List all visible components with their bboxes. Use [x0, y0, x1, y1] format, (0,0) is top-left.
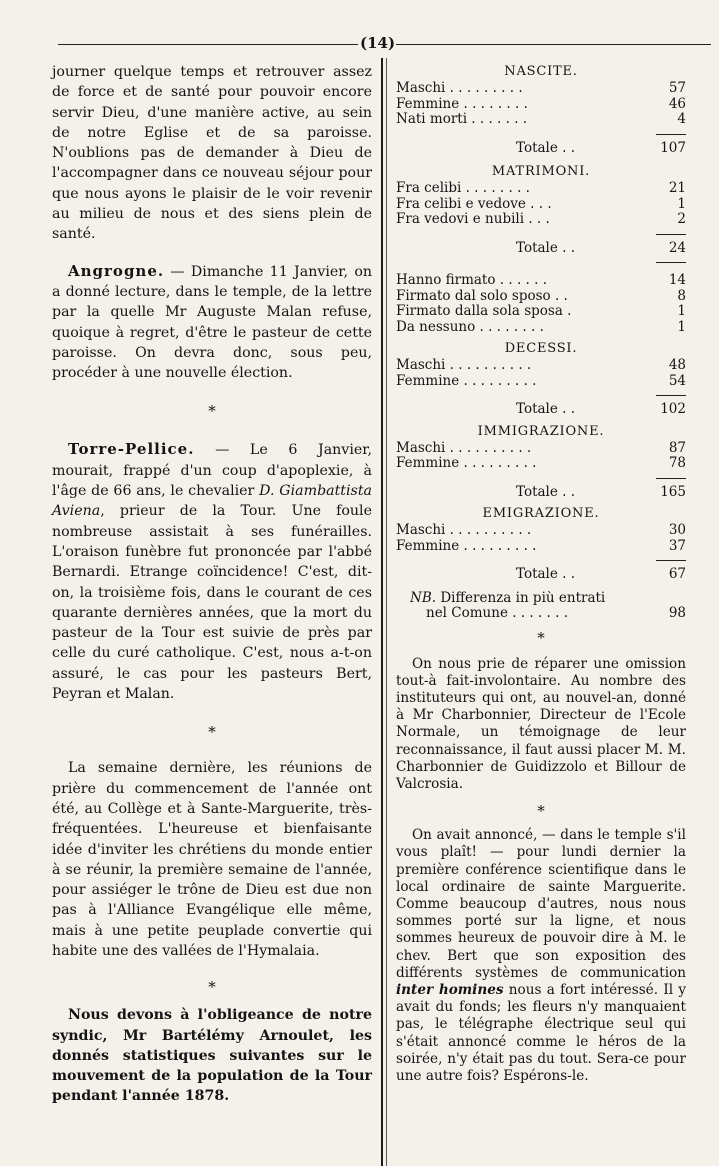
stat-total-row: Totale . . 165 [516, 483, 686, 500]
section-title-matrimoni: MATRIMONI. [491, 164, 591, 179]
right-column [396, 62, 686, 1085]
torre-text-a: — Le 6 Janvier, mourait, frappé d'un coup d'apoplexie, à l'âge de 66 ans, le chevalier [52, 442, 372, 500]
stat-row: Fra celibi . . . . . . . . 21 [396, 180, 686, 196]
stat-row: Nati morti . . . . . . . 4 [396, 111, 686, 127]
separator-star: * [208, 978, 216, 997]
separator-star: * [537, 628, 545, 647]
nb-line-2: nel Comune . . . . . . . 98 [426, 605, 686, 621]
separator-star: * [208, 723, 216, 742]
paragraph-prayer-week: La semaine dernière, les réunions de prière du commencement de l'année ont été, au Collège et à Sante-Marguerite, très-fréquentées. L'heureuse et bienfaisante idée d'inviter les chrétiens du monde entier à se réunir, la première semaine de l'année, pour assiéger le trône de Dieu est due non pas à l'Alliance Evangélique elle même, mais à une petite peuplade convertie qui habite une des vallées de l'Hymalaia. [52, 760, 372, 959]
place-heading-torre-pellice: Torre-Pellice. [68, 440, 195, 459]
total-rule [656, 478, 686, 479]
section-title-nascite: NASCITE. [504, 64, 578, 79]
stats-nascite [396, 62, 686, 156]
separator-star: * [208, 402, 216, 421]
stat-row: Fra celibi e vedove . . . 1 [396, 195, 686, 212]
column-divider-thin [386, 58, 387, 1166]
stat-row: Femmine . . . . . . . . 46 [396, 95, 686, 112]
paragraph-statistics-intro: Nous devons à l'obligeance de notre syndic, Mr Bartélémy Arnoulet, les donnés statistiques suivantes sur le mouvement de la population de la Tour pendant l'année 1878. [52, 1007, 372, 1105]
stat-row: Fra vedovi e nubili . . . 2 [396, 211, 686, 227]
stat-row: Firmato dalla sola sposa . 1 [396, 303, 686, 319]
nb-label: NB. [410, 590, 437, 606]
stats-emigrazione [396, 504, 686, 583]
latin-phrase: inter homines [396, 981, 504, 998]
stat-row: Maschi . . . . . . . . . . 87 [396, 439, 686, 456]
stat-row: Femmine . . . . . . . . . 78 [396, 455, 686, 471]
stat-row: Maschi . . . . . . . . . 57 [396, 80, 686, 96]
angrogne-text: — Dimanche 11 Janvier, on a donné lecture, dans le temple, de la lettre par la quelle Mr Auguste Malan refuse, quoique à regret, d'être le pasteur de cette paroisse. On devra donc, sous peu, procéder à une nouvelle élection. [52, 263, 372, 382]
section-title-immigrazione: IMMIGRAZIONE. [477, 423, 605, 439]
stat-total-row: Totale . . 24 [516, 239, 686, 256]
stat-row: Maschi . . . . . . . . . . 48 [396, 357, 686, 373]
header-rule-right [396, 44, 711, 45]
stats-decessi [396, 339, 686, 418]
stats-immigrazione [396, 422, 686, 501]
header-rule-left [58, 44, 358, 45]
page-number: (14) [360, 34, 396, 52]
total-rule [656, 395, 686, 396]
column-divider [381, 58, 383, 1166]
stat-row: Firmato dal solo sposo . . 8 [396, 287, 686, 304]
page-header [58, 34, 711, 54]
stats-nb-note [396, 591, 686, 622]
stat-row: Femmine . . . . . . . . . 54 [396, 372, 686, 389]
torre-person-name: D. Giambattista Aviena [52, 483, 372, 520]
paragraph-conference: On avait annoncé, — dans le temple s'il vous plaît! — pour lundi dernier la première conférence scientifique dans le local ordinaire de sainte Marguerite. Comme beaucoup d'autres, nous nous sommes porté sur la ligne, et nous sommes heureux de pouvoir dire à M. le chev. Bert que son exposition des différents systèmes de communication inter homines nous a fort intéressé. Il y avait du fonds; les fleurs n'y manquaient pas, le télégraphe électrique seul qui s'était annoncé comme le héros de la soirée, n'y était pas du tout. Sera-ce pour une autre fois? Espérons-le. [396, 827, 686, 1084]
total-rule [656, 134, 686, 135]
paragraph-omission: On nous prie de réparer une omission tout-à fait-involontaire. Au nombre des instituteurs qui ont, au nouvel-an, donné à Mr Charbonnier, Directeur de l'Ecole Normale, un témoignage de leur reconnaissance, il faut aussi placer M. M. Charbonnier de Guidizzolo et Billour de Valcrosia. [396, 655, 686, 792]
news-item-angrogne [52, 261, 372, 384]
total-rule [656, 560, 686, 561]
place-heading-angrogne: Angrogne. [68, 261, 165, 280]
stat-row: Femmine . . . . . . . . . 37 [396, 537, 686, 554]
stat-row: Da nessuno . . . . . . . . 1 [396, 318, 686, 335]
nb-line-1: NB. Differenza in più entrati [410, 590, 606, 606]
total-rule [656, 234, 686, 235]
stat-row: Hanno firmato . . . . . . 14 [396, 272, 686, 288]
torre-text-b: , prieur de la Tour. Une foule nombreuse assistait à ses funérailles. L'oraison funèbre fut prononcée par l'abbé Bernardi. Etrange coïncidence! C'est, dit-on, la troisième fois, dans le courant de ces quarante dernières années, que la mort du pasteur de la Tour est suivie de près par celle du curé catholique. C'est, nous a-t-on assuré, le cas pour les pasteurs Bert, Peyran et Malan. [52, 503, 372, 703]
stat-total-row: Totale . . 107 [516, 139, 686, 156]
separator-star: * [537, 802, 545, 821]
stat-total-row: Totale . . 67 [516, 566, 686, 582]
stat-row: Maschi . . . . . . . . . . 30 [396, 522, 686, 538]
paragraph-continuation: journer quelque temps et retrouver assez de force et de santé pour pouvoir encore servir Dieu, d'une manière active, au sein de notre Eglise et de sa paroisse. N'oublions pas de demander à Dieu de l'accompagner dans ce nouveau séjour pour que nous ayons le plaisir de le voir revenir au milieu de nous et des siens plein de santé. [52, 64, 372, 243]
section-title-decessi: DECESSI. [504, 341, 578, 356]
stats-matrimoni [396, 162, 686, 335]
stat-total-row: Totale . . 102 [516, 401, 686, 417]
left-column [52, 62, 372, 1107]
news-item-torre-pellice [52, 439, 372, 704]
section-title-emigrazione: EMIGRAZIONE. [482, 506, 600, 521]
